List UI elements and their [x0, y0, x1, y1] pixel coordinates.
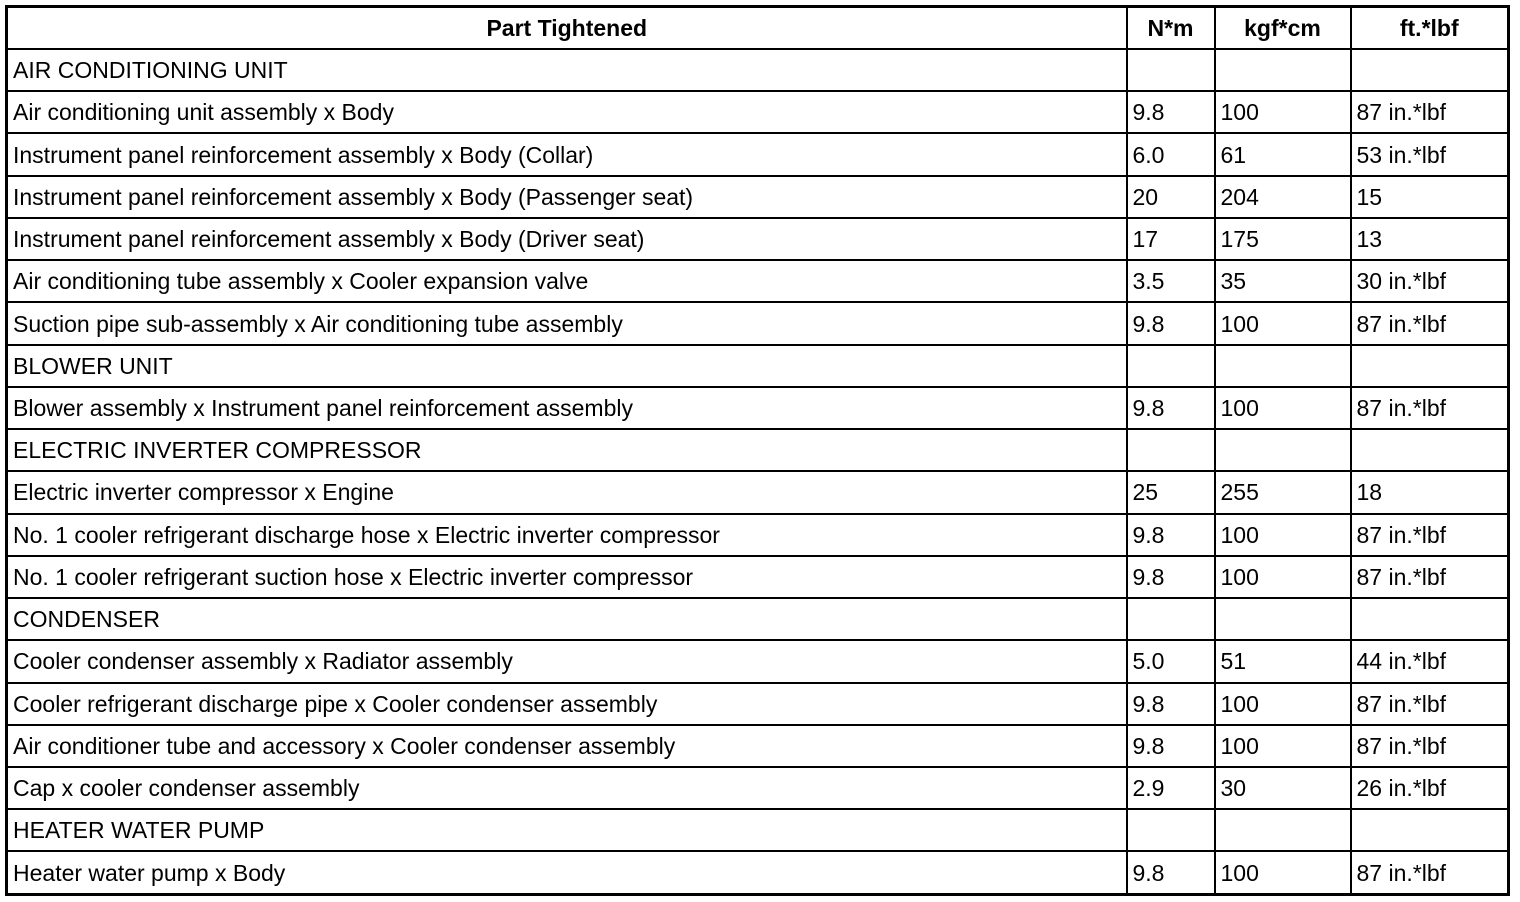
table-row [7, 91, 1509, 133]
cell-kgf-cm [1215, 809, 1351, 851]
cell-ft-lbf: 87 in.*lbf [1351, 556, 1509, 598]
cell-ft-lbf [1351, 598, 1509, 640]
section-title-cell: BLOWER UNIT [7, 345, 1127, 387]
table-row [7, 767, 1509, 809]
cell-ft-lbf: 18 [1351, 471, 1509, 513]
cell-kgf-cm: 100 [1215, 91, 1351, 133]
table-row [7, 133, 1509, 175]
cell-part-tightened: Suction pipe sub-assembly x Air conditioning tube assembly [7, 302, 1127, 344]
cell-kgf-cm: 100 [1215, 556, 1351, 598]
cell-nm [1127, 345, 1215, 387]
cell-part-tightened: Instrument panel reinforcement assembly x Body (Driver seat) [7, 218, 1127, 260]
cell-ft-lbf: 87 in.*lbf [1351, 91, 1509, 133]
cell-part-tightened: Cap x cooler condenser assembly [7, 767, 1127, 809]
cell-ft-lbf: 87 in.*lbf [1351, 683, 1509, 725]
table-body [7, 49, 1509, 895]
cell-part-tightened: Cooler refrigerant discharge pipe x Cooler condenser assembly [7, 683, 1127, 725]
cell-nm: 9.8 [1127, 91, 1215, 133]
section-title-cell: CONDENSER [7, 598, 1127, 640]
cell-ft-lbf: 87 in.*lbf [1351, 851, 1509, 894]
cell-nm: 17 [1127, 218, 1215, 260]
table-row [7, 387, 1509, 429]
torque-specification-table [5, 5, 1510, 896]
section-row [7, 809, 1509, 851]
cell-kgf-cm: 100 [1215, 725, 1351, 767]
cell-kgf-cm: 100 [1215, 514, 1351, 556]
table-row [7, 302, 1509, 344]
cell-part-tightened: Blower assembly x Instrument panel reinforcement assembly [7, 387, 1127, 429]
section-row [7, 598, 1509, 640]
cell-kgf-cm: 204 [1215, 176, 1351, 218]
cell-ft-lbf: 44 in.*lbf [1351, 640, 1509, 682]
section-row [7, 49, 1509, 91]
cell-nm: 9.8 [1127, 387, 1215, 429]
section-row [7, 429, 1509, 471]
cell-nm [1127, 49, 1215, 91]
cell-kgf-cm [1215, 598, 1351, 640]
section-title-cell: ELECTRIC INVERTER COMPRESSOR [7, 429, 1127, 471]
cell-ft-lbf [1351, 49, 1509, 91]
cell-nm [1127, 598, 1215, 640]
cell-part-tightened: Instrument panel reinforcement assembly x Body (Collar) [7, 133, 1127, 175]
cell-nm [1127, 809, 1215, 851]
cell-nm: 9.8 [1127, 725, 1215, 767]
cell-nm: 9.8 [1127, 514, 1215, 556]
cell-kgf-cm [1215, 345, 1351, 387]
cell-part-tightened: No. 1 cooler refrigerant suction hose x Electric inverter compressor [7, 556, 1127, 598]
table-row [7, 683, 1509, 725]
cell-ft-lbf: 13 [1351, 218, 1509, 260]
cell-ft-lbf: 87 in.*lbf [1351, 387, 1509, 429]
cell-nm: 5.0 [1127, 640, 1215, 682]
cell-ft-lbf: 15 [1351, 176, 1509, 218]
table-row [7, 514, 1509, 556]
section-title-cell: HEATER WATER PUMP [7, 809, 1127, 851]
cell-kgf-cm: 35 [1215, 260, 1351, 302]
cell-part-tightened: Cooler condenser assembly x Radiator assembly [7, 640, 1127, 682]
cell-nm: 6.0 [1127, 133, 1215, 175]
header-row [7, 7, 1509, 50]
header-kgf-cm: kgf*cm [1215, 7, 1351, 50]
cell-ft-lbf: 87 in.*lbf [1351, 514, 1509, 556]
cell-nm: 9.8 [1127, 683, 1215, 725]
table-row [7, 556, 1509, 598]
cell-kgf-cm: 100 [1215, 387, 1351, 429]
cell-kgf-cm: 30 [1215, 767, 1351, 809]
header-part-tightened: Part Tightened [7, 7, 1127, 50]
cell-nm: 9.8 [1127, 302, 1215, 344]
cell-kgf-cm: 255 [1215, 471, 1351, 513]
cell-kgf-cm: 100 [1215, 851, 1351, 894]
header-ft-lbf: ft.*lbf [1351, 7, 1509, 50]
cell-ft-lbf [1351, 345, 1509, 387]
cell-ft-lbf: 53 in.*lbf [1351, 133, 1509, 175]
cell-kgf-cm: 175 [1215, 218, 1351, 260]
cell-ft-lbf: 26 in.*lbf [1351, 767, 1509, 809]
cell-part-tightened: Heater water pump x Body [7, 851, 1127, 894]
cell-kgf-cm [1215, 429, 1351, 471]
cell-nm [1127, 429, 1215, 471]
cell-part-tightened: Air conditioning unit assembly x Body [7, 91, 1127, 133]
cell-kgf-cm [1215, 49, 1351, 91]
cell-nm: 20 [1127, 176, 1215, 218]
cell-kgf-cm: 61 [1215, 133, 1351, 175]
cell-kgf-cm: 100 [1215, 683, 1351, 725]
cell-kgf-cm: 100 [1215, 302, 1351, 344]
cell-part-tightened: No. 1 cooler refrigerant discharge hose x Electric inverter compressor [7, 514, 1127, 556]
cell-nm: 9.8 [1127, 556, 1215, 598]
table-row [7, 851, 1509, 894]
cell-kgf-cm: 51 [1215, 640, 1351, 682]
table-row [7, 218, 1509, 260]
cell-ft-lbf: 87 in.*lbf [1351, 725, 1509, 767]
cell-ft-lbf [1351, 429, 1509, 471]
cell-ft-lbf: 30 in.*lbf [1351, 260, 1509, 302]
cell-nm: 2.9 [1127, 767, 1215, 809]
header-nm: N*m [1127, 7, 1215, 50]
table-row [7, 260, 1509, 302]
section-row [7, 345, 1509, 387]
cell-nm: 3.5 [1127, 260, 1215, 302]
cell-part-tightened: Air conditioner tube and accessory x Cooler condenser assembly [7, 725, 1127, 767]
table-header [7, 7, 1509, 50]
table-row [7, 471, 1509, 513]
cell-nm: 9.8 [1127, 851, 1215, 894]
table-row [7, 725, 1509, 767]
table-row [7, 640, 1509, 682]
cell-part-tightened: Air conditioning tube assembly x Cooler expansion valve [7, 260, 1127, 302]
cell-nm: 25 [1127, 471, 1215, 513]
cell-ft-lbf: 87 in.*lbf [1351, 302, 1509, 344]
table-row [7, 176, 1509, 218]
cell-ft-lbf [1351, 809, 1509, 851]
section-title-cell: AIR CONDITIONING UNIT [7, 49, 1127, 91]
cell-part-tightened: Electric inverter compressor x Engine [7, 471, 1127, 513]
cell-part-tightened: Instrument panel reinforcement assembly x Body (Passenger seat) [7, 176, 1127, 218]
